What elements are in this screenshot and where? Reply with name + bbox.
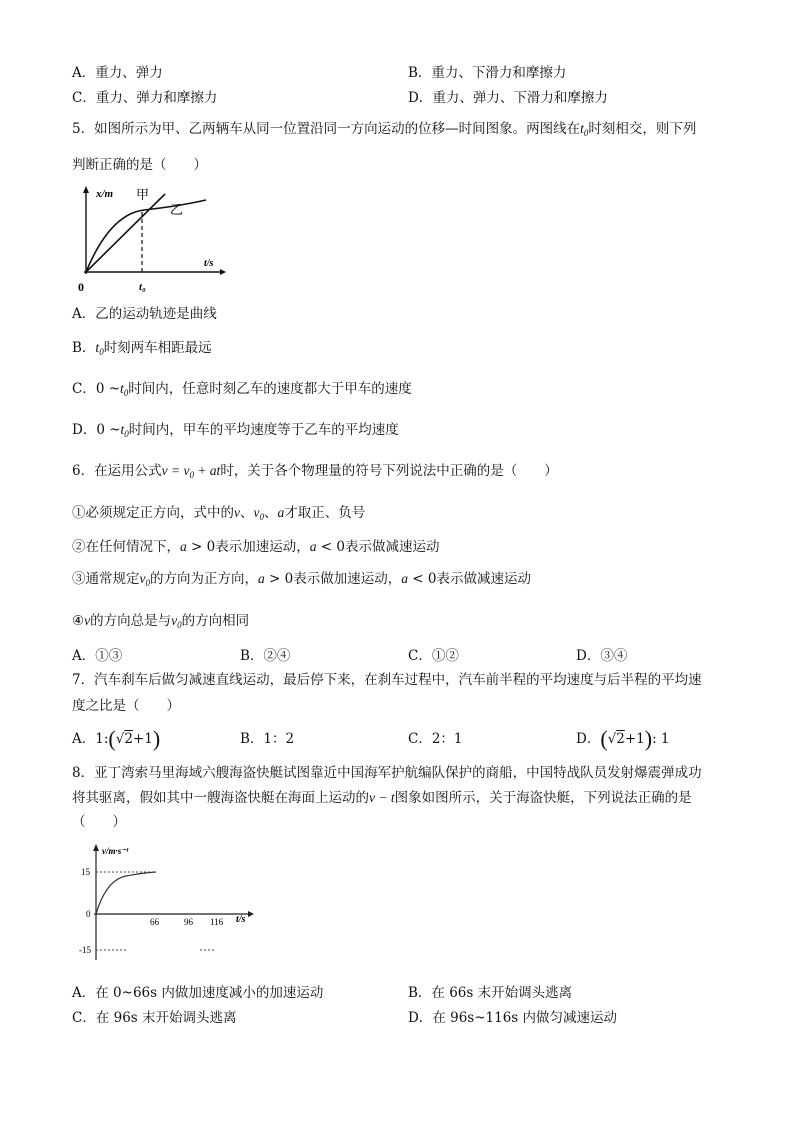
q8-option-a: A．在 0~66s 内做加速度减小的加速运动 — [72, 985, 324, 1001]
q7-stem-line-2: 度之比是（ ） — [72, 698, 180, 714]
q6-s3-cond-2: a — [401, 571, 408, 586]
q8-velocity-curve — [96, 872, 156, 914]
q5-stem-1b: 时刻相交，则下列 — [588, 121, 697, 137]
q6-statement-4 — [72, 612, 249, 634]
q6-s3-a: ③通常规定 — [72, 571, 140, 587]
q6-s2-b: 表示加速运动， — [215, 539, 310, 555]
q5-t0-label: t₀ — [139, 281, 146, 293]
q8-stem-line-3: （ ） — [72, 814, 126, 830]
q5-t0-symbol: $t_0$ — [580, 121, 589, 138]
q6-s1-a: ①必须规定正方向，式中的 — [72, 505, 234, 521]
q6-s3-c: 表示做加速运动， — [293, 571, 402, 587]
q8-y-tick-0: 0 — [86, 909, 91, 919]
q5-option-b-text: 时刻两车相距最远 — [103, 340, 212, 356]
q5-stem-line-1 — [72, 120, 696, 142]
q5-xt-graph-svg — [70, 184, 230, 294]
q8-stem-line-1: 8．亚丁湾索马里海域六艘海盗快艇试图靠近中国海军护航编队保护的商船，中国特战队员发射爆震弹成功 — [72, 765, 702, 781]
q6-s2-c: 表示做减速运动 — [344, 539, 440, 555]
q5-stem-line-2: 判断正确的是（ ） — [72, 157, 207, 173]
q5-x-axis-arrow — [220, 269, 226, 275]
q6-option-b: B．②④ — [240, 648, 291, 664]
q4-option-a: A．重力、弹力 — [72, 65, 163, 81]
q6-s3-v0: $v_0$ — [139, 571, 150, 588]
q6-s4-a: ④ — [72, 613, 85, 629]
q6-formula: $v = v_0$ + at — [161, 463, 221, 480]
q7-stem-line-1: 7．汽车刹车后做匀减速直线运动，最后停下来，在刹车过程中，汽车前半程的平均速度与后半程的平均速 — [72, 672, 702, 688]
q6-stem-b: 时，关于各个物理量的符号下列说法中正确的是（ ） — [220, 463, 558, 479]
q6-s2-a: ②在任何情况下， — [72, 539, 180, 555]
q5-option-d-head: D．0 ~ — [72, 422, 121, 438]
q4-option-d: D．重力、弹力、下滑力和摩擦力 — [408, 90, 608, 106]
q8-stem-2a: 将其驱离，假如其中一艘海盗快艇在海面上运动的 — [72, 790, 369, 806]
q8-x-tick-96: 96 — [184, 917, 193, 927]
q5-jia-label: 甲 — [136, 187, 150, 202]
q5-curve-yi — [86, 200, 206, 272]
q7-option-a-sqrt: √2+1 — [115, 731, 153, 747]
q5-option-c-t0: $t_0$ — [120, 381, 129, 398]
q5-option-c-text: 时间内，任意时刻乙车的速度都大于甲车的速度 — [128, 381, 412, 397]
q6-s2-cond-1: a — [180, 539, 187, 554]
q6-stem — [72, 462, 558, 484]
q7-option-d-tail: : 1 — [652, 731, 670, 747]
q8-stem-line-2 — [72, 789, 692, 807]
q8-vt-symbol: v − t — [369, 790, 395, 805]
q7-option-d-sqrt: √2+1 — [607, 731, 645, 747]
q5-line-jia — [86, 194, 165, 272]
q5-x-axis-label: t/s — [204, 258, 214, 269]
q5-option-c-head: C．0 ~ — [72, 381, 121, 397]
q6-s4-v: v — [84, 613, 91, 628]
q8-x-tick-116: 116 — [210, 917, 224, 927]
q5-option-b — [72, 339, 212, 361]
q5-option-a: A．乙的运动轨迹是曲线 — [72, 306, 217, 322]
q8-y-axis-arrow — [93, 844, 99, 851]
q5-option-b-letter: B． — [72, 340, 96, 356]
q5-option-d-t0: $t_0$ — [120, 422, 129, 439]
q8-option-d: D．在 96s~116s 内做匀减速运动 — [408, 1010, 618, 1026]
q4-option-c: C．重力、弹力和摩擦力 — [72, 90, 218, 106]
q6-option-d: D．③④ — [576, 648, 628, 664]
q6-s1-symbols: v — [234, 505, 240, 520]
q8-y-tick-neg15: -15 — [79, 945, 91, 955]
q7-option-c: C．2：1 — [408, 731, 463, 747]
q6-s3-cond-1: a — [258, 571, 265, 586]
q8-vt-graph — [76, 840, 266, 974]
q8-y-axis-label: v/m·s⁻¹ — [102, 846, 129, 856]
q6-s4-c: 的方向相同 — [181, 613, 250, 629]
q6-s4-b: 的方向总是与 — [90, 613, 172, 629]
q4-option-b: B．重力、下滑力和摩擦力 — [408, 65, 567, 81]
q8-x-tick-66: 66 — [150, 917, 159, 927]
q6-statement-1: ①必须规定正方向，式中的v、$v_0$、a才取正、负号 — [72, 505, 366, 522]
q6-s3-b: 的方向为正方向， — [150, 571, 258, 587]
q6-s2-cond-2: a — [309, 539, 317, 554]
q6-statement-3: ③通常规定$v_0$的方向为正方向，a > 0表示做加速运动，a < 0表示做减速运动 — [72, 571, 531, 588]
q5-xt-graph — [70, 184, 230, 298]
q6-option-c: C．①② — [408, 648, 459, 664]
q5-yi-label: 乙 — [170, 202, 184, 217]
q8-y-tick-15: 15 — [81, 867, 90, 877]
q5-stem-1a: 5．如图所示为甲、乙两辆车从同一位置沿同一方向运动的位移—时间图象。两图线在 — [72, 121, 581, 137]
q6-option-a: A．①③ — [72, 648, 123, 664]
q8-x-axis-arrow — [248, 911, 254, 917]
q5-y-axis-label: x/m — [96, 188, 114, 200]
q5-option-b-t0: $t_0$ — [95, 340, 104, 357]
q6-s1-b: 才取正、负号 — [284, 505, 366, 521]
q5-option-c — [72, 380, 412, 402]
q5-option-d — [72, 421, 399, 443]
q5-y-axis-arrow — [83, 186, 89, 193]
q6-s3-d: 表示做减速运动 — [436, 571, 531, 587]
q5-origin-label: 0 — [78, 280, 84, 294]
q7-option-a: A．1:(√2+1) — [72, 726, 161, 751]
q6-s4-v0: $v_0$ — [171, 613, 182, 630]
q8-stem-2b: 图象如图所示，关于海盗快艇，下列说法正确的是 — [394, 790, 692, 806]
q6-statement-2: ②在任何情况下，a > 0表示加速运动，a < 0表示做减速运动 — [72, 539, 440, 555]
q8-option-c: C．在 96s 末开始调头逃离 — [72, 1010, 237, 1026]
q7-option-a-text: A．1: — [72, 731, 109, 747]
q7-option-b: B．1：2 — [240, 731, 295, 747]
q7-option-d-text: D． — [576, 731, 601, 747]
q5-option-d-text: 时间内，甲车的平均速度等于乙车的平均速度 — [128, 422, 399, 438]
q8-vt-graph-svg — [76, 840, 266, 970]
q8-option-b: B．在 66s 末开始调头逃离 — [408, 985, 573, 1001]
q7-option-d: D．(√2+1): 1 — [576, 726, 670, 751]
q6-stem-a: 6．在运用公式 — [72, 463, 162, 479]
q8-x-axis-label: t/s — [236, 914, 246, 925]
